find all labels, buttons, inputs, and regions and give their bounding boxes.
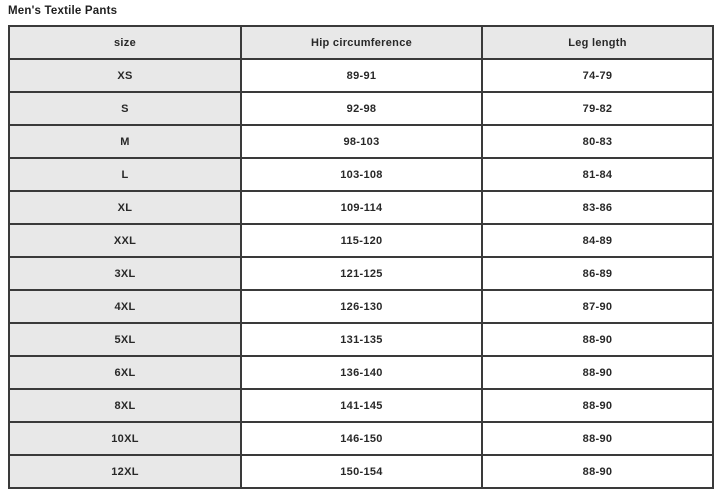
size-cell: 3XL — [9, 257, 241, 290]
size-cell: XS — [9, 59, 241, 92]
table-row — [9, 422, 713, 455]
hip-circumference-cell: 109-114 — [241, 191, 482, 224]
size-cell: 4XL — [9, 290, 241, 323]
table-row — [9, 290, 713, 323]
table-row — [9, 191, 713, 224]
table-row — [9, 356, 713, 389]
leg-length-cell: 88-90 — [482, 323, 713, 356]
hip-circumference-cell: 131-135 — [241, 323, 482, 356]
size-cell: 6XL — [9, 356, 241, 389]
column-header-leg-length: Leg length — [482, 26, 713, 59]
hip-circumference-cell: 150-154 — [241, 455, 482, 488]
page-title: Men's Textile Pants — [8, 5, 118, 17]
leg-length-cell: 86-89 — [482, 257, 713, 290]
table-row — [9, 455, 713, 488]
leg-length-cell: 88-90 — [482, 389, 713, 422]
table-row — [9, 224, 713, 257]
size-cell: M — [9, 125, 241, 158]
hip-circumference-cell: 146-150 — [241, 422, 482, 455]
leg-length-cell: 87-90 — [482, 290, 713, 323]
table-header-row — [9, 26, 713, 59]
leg-length-cell: 88-90 — [482, 422, 713, 455]
hip-circumference-cell: 89-91 — [241, 59, 482, 92]
table-row — [9, 125, 713, 158]
leg-length-cell: 83-86 — [482, 191, 713, 224]
column-header-hip-circumference: Hip circumference — [241, 26, 482, 59]
hip-circumference-cell: 103-108 — [241, 158, 482, 191]
hip-circumference-cell: 141-145 — [241, 389, 482, 422]
table-row — [9, 59, 713, 92]
leg-length-cell: 79-82 — [482, 92, 713, 125]
hip-circumference-cell: 115-120 — [241, 224, 482, 257]
table-row — [9, 323, 713, 356]
size-cell: 10XL — [9, 422, 241, 455]
size-cell: XXL — [9, 224, 241, 257]
leg-length-cell: 80-83 — [482, 125, 713, 158]
table-row — [9, 92, 713, 125]
hip-circumference-cell: 92-98 — [241, 92, 482, 125]
table-row — [9, 389, 713, 422]
leg-length-cell: 88-90 — [482, 455, 713, 488]
leg-length-cell: 84-89 — [482, 224, 713, 257]
table-row — [9, 257, 713, 290]
size-cell: 12XL — [9, 455, 241, 488]
table-body — [9, 59, 713, 488]
leg-length-cell: 74-79 — [482, 59, 713, 92]
size-cell: 8XL — [9, 389, 241, 422]
size-cell: S — [9, 92, 241, 125]
leg-length-cell: 88-90 — [482, 356, 713, 389]
size-cell: XL — [9, 191, 241, 224]
hip-circumference-cell: 98-103 — [241, 125, 482, 158]
table-row — [9, 158, 713, 191]
column-header-size: size — [9, 26, 241, 59]
size-cell: L — [9, 158, 241, 191]
hip-circumference-cell: 121-125 — [241, 257, 482, 290]
size-table — [8, 25, 714, 489]
size-cell: 5XL — [9, 323, 241, 356]
leg-length-cell: 81-84 — [482, 158, 713, 191]
hip-circumference-cell: 136-140 — [241, 356, 482, 389]
hip-circumference-cell: 126-130 — [241, 290, 482, 323]
